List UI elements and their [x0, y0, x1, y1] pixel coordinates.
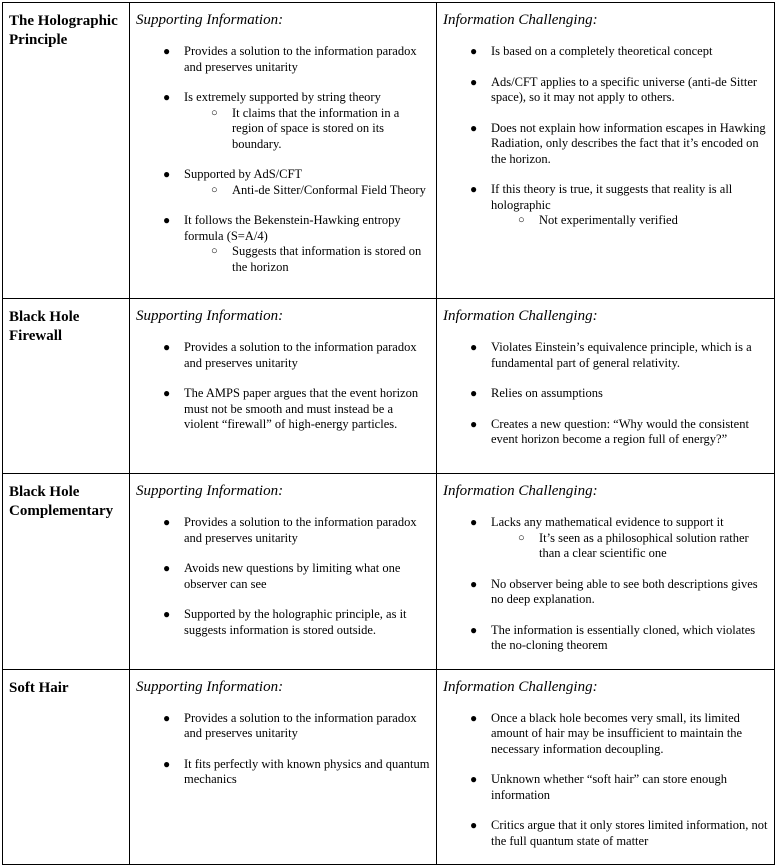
list-item	[136, 44, 430, 75]
list-item-text: Provides a solution to the information paradox and preserves unitarity	[184, 515, 417, 545]
sub-list	[184, 183, 430, 199]
bullet-icon: ●	[163, 90, 171, 104]
list-item-text: Avoids new questions by limiting what one observer can see	[184, 561, 401, 591]
topic-cell	[3, 474, 130, 670]
list-item	[136, 167, 430, 198]
supporting-header: Supporting Information:	[136, 483, 284, 499]
topic-title: Black Hole Complementary	[9, 484, 114, 519]
table-row-black-hole-complementary	[3, 474, 775, 670]
list-item-text: Supported by the holographic principle, as it suggests information is stored outside.	[184, 607, 407, 637]
supporting-cell	[130, 3, 437, 299]
bullet-icon: ●	[163, 386, 171, 400]
comparison-table	[2, 2, 775, 865]
list-item	[443, 182, 768, 229]
list-item	[443, 623, 768, 654]
challenging-cell	[437, 299, 775, 474]
list-item	[136, 757, 430, 788]
list-item	[443, 75, 768, 106]
list-item-text: Is extremely supported by string theory	[184, 90, 381, 104]
list-item	[136, 90, 430, 152]
sub-list-item-text: Suggests that information is stored on the horizon	[232, 244, 422, 274]
challenging-cell	[437, 669, 775, 865]
supporting-list	[136, 44, 430, 275]
list-item	[443, 340, 768, 371]
supporting-cell	[130, 669, 437, 865]
bullet-icon: ●	[470, 416, 478, 431]
list-item-text: Ads/CFT applies to a specific universe (anti-de Sitter space), so it may not apply to others.	[491, 74, 758, 104]
challenging-header: Information Challenging:	[443, 12, 598, 28]
table-row-soft-hair	[3, 669, 775, 865]
sub-list-item-text: It’s seen as a philosophical solution rather than a clear scientific one	[539, 530, 749, 560]
hollow-bullet-icon: ○	[211, 183, 218, 196]
list-item-text: It fits perfectly with known physics and quantum mechanics	[184, 756, 430, 786]
challenging-header: Information Challenging:	[443, 678, 598, 695]
topic-title: Black Hole Firewall	[9, 309, 80, 344]
table-body	[3, 3, 775, 865]
bullet-icon: ●	[470, 44, 478, 58]
list-item-text: Unknown whether “soft hair” can store enough information	[491, 772, 728, 802]
bullet-icon: ●	[470, 818, 478, 832]
sub-list	[491, 531, 768, 562]
bullet-icon: ●	[470, 515, 478, 529]
list-item	[443, 577, 768, 608]
hollow-bullet-icon: ○	[211, 106, 218, 119]
list-item	[136, 561, 430, 592]
topic-cell	[3, 299, 130, 474]
supporting-header: Supporting Information:	[136, 678, 284, 695]
list-item-text: It follows the Bekenstein-Hawking entropy formula (S=A/4)	[184, 213, 401, 243]
topic-cell	[3, 669, 130, 865]
topic-cell	[3, 3, 130, 299]
supporting-list	[136, 515, 430, 638]
topic-title: Soft Hair	[9, 679, 69, 696]
list-item-text: Relies on assumptions	[491, 386, 603, 400]
list-item	[443, 818, 768, 849]
challenging-cell	[437, 474, 775, 670]
list-item-text: Is based on a completely theoretical concept	[491, 44, 713, 58]
list-item-text: Lacks any mathematical evidence to support it	[491, 515, 724, 529]
supporting-list	[136, 340, 430, 433]
supporting-cell	[130, 474, 437, 670]
sub-list-item-text: Not experimentally verified	[539, 213, 678, 227]
bullet-icon: ●	[163, 710, 171, 725]
table-row-holographic-principle	[3, 3, 775, 299]
bullet-icon: ●	[470, 182, 478, 196]
list-item	[443, 386, 768, 402]
list-item-text: No observer being able to see both descriptions gives no deep explanation.	[491, 576, 758, 606]
bullet-icon: ●	[163, 756, 171, 771]
sub-list	[184, 244, 430, 275]
sub-list-item	[491, 531, 768, 562]
bullet-icon: ●	[163, 607, 171, 621]
bullet-icon: ●	[470, 576, 478, 591]
supporting-header: Supporting Information:	[136, 308, 284, 324]
list-item-text: Once a black hole becomes very small, its limited amount of hair may be insufficient to maintain the necessary information decoupling.	[491, 710, 743, 756]
list-item	[443, 515, 768, 562]
table-row-black-hole-firewall	[3, 299, 775, 474]
bullet-icon: ●	[470, 622, 478, 637]
challenging-list	[443, 340, 768, 448]
sub-list-item	[491, 213, 768, 229]
challenging-list	[443, 44, 768, 229]
bullet-icon: ●	[163, 213, 171, 227]
list-item	[136, 340, 430, 371]
list-item-text: If this theory is true, it suggests that reality is all holographic	[491, 182, 733, 212]
challenging-cell	[437, 3, 775, 299]
challenging-header: Information Challenging:	[443, 483, 598, 499]
challenging-list	[443, 711, 768, 850]
sub-list	[491, 213, 768, 229]
list-item	[443, 711, 768, 758]
bullet-icon: ●	[163, 515, 171, 529]
list-item	[443, 44, 768, 60]
bullet-icon: ●	[163, 167, 171, 181]
list-item	[136, 386, 430, 433]
sub-list-item-text: Anti-de Sitter/Conformal Field Theory	[232, 182, 426, 197]
list-item	[443, 121, 768, 168]
list-item	[136, 515, 430, 546]
bullet-icon: ●	[163, 44, 171, 58]
bullet-icon: ●	[163, 340, 171, 354]
supporting-list	[136, 711, 430, 788]
sub-list-item	[184, 244, 430, 275]
supporting-cell	[130, 299, 437, 474]
list-item-text: Provides a solution to the information paradox and preserves unitarity	[184, 44, 417, 74]
bullet-icon: ●	[470, 340, 478, 354]
list-item-text: The information is essentially cloned, which violates the no-cloning theorem	[491, 622, 756, 652]
sub-list-item-text: It claims that the information in a region of space is stored on its boundary.	[232, 105, 400, 151]
list-item	[136, 607, 430, 638]
sub-list-item	[184, 106, 430, 153]
list-item	[443, 417, 768, 448]
list-item-text: Creates a new question: “Why would the consistent event horizon become a region full of energy?”	[491, 416, 749, 446]
bullet-icon: ●	[470, 74, 478, 89]
bullet-icon: ●	[470, 710, 478, 725]
list-item-text: Provides a solution to the information paradox and preserves unitarity	[184, 710, 417, 740]
bullet-icon: ●	[470, 772, 478, 786]
supporting-header: Supporting Information:	[136, 12, 284, 28]
list-item-text: The AMPS paper argues that the event horizon must not be smooth and must instead be a violent “firewall” of high-energy particles.	[184, 386, 419, 431]
list-item	[136, 213, 430, 275]
sub-list-item	[184, 183, 430, 199]
challenging-list	[443, 515, 768, 654]
list-item-text: Critics argue that it only stores limited information, not the full quantum state of matter	[491, 818, 768, 848]
bullet-icon: ●	[470, 386, 478, 400]
list-item-text: Does not explain how information escapes in Hawking Radiation, only describes the fact that it’s encoded on the horizon.	[491, 120, 766, 166]
list-item	[136, 711, 430, 742]
challenging-header: Information Challenging:	[443, 308, 598, 324]
hollow-bullet-icon: ○	[518, 214, 525, 226]
sub-list	[184, 106, 430, 153]
bullet-icon: ●	[163, 561, 171, 575]
hollow-bullet-icon: ○	[518, 531, 525, 544]
hollow-bullet-icon: ○	[211, 245, 218, 257]
topic-title: The Holographic Principle	[9, 13, 118, 48]
bullet-icon: ●	[470, 120, 478, 135]
list-item	[443, 772, 768, 803]
list-item-text: Provides a solution to the information paradox and preserves unitarity	[184, 340, 417, 370]
list-item-text: Supported by AdS/CFT	[184, 167, 303, 181]
list-item-text: Violates Einstein’s equivalence principle, which is a fundamental part of general relativity.	[491, 340, 752, 370]
